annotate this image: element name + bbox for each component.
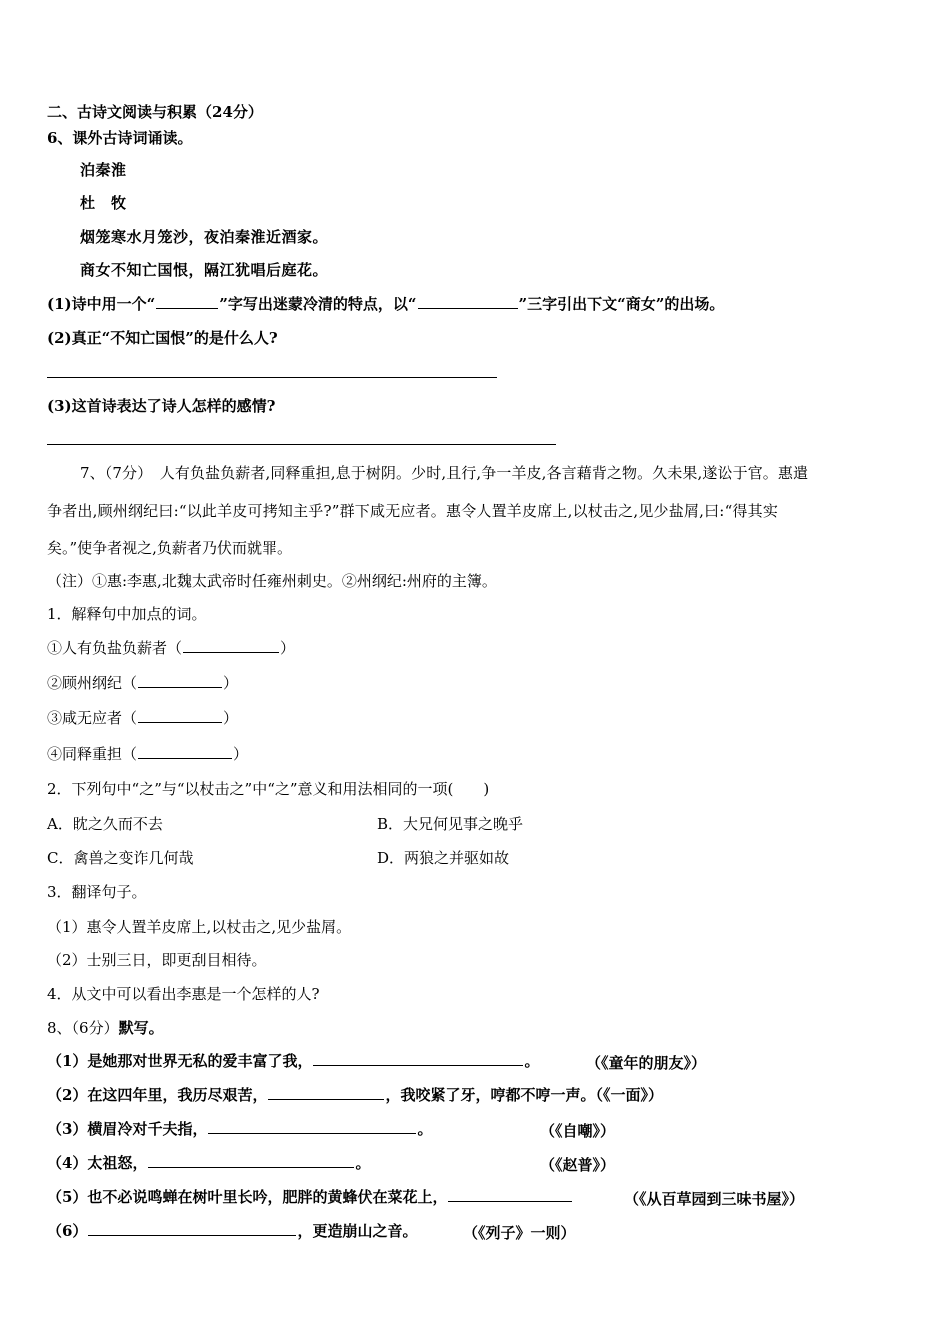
q8-line-2-rest: ，我咬紧了牙，哼都不哼一声。（《一面》）: [385, 1086, 663, 1104]
q7-sub1-item-4-blank[interactable]: [138, 757, 232, 759]
q7-sub1-item-3-close: ）: [223, 709, 239, 727]
q6-sub1-text-b: ”字写出迷蒙冷清的特点，以“: [219, 295, 417, 313]
q8-line-5-blank[interactable]: [448, 1200, 572, 1202]
poem-title: 泊秦淮: [80, 161, 127, 179]
q8-line-6-blank[interactable]: [88, 1234, 296, 1236]
q7-sub1: 1．解释句中加点的词。: [47, 605, 207, 623]
section-title: 二、古诗文阅读与积累（24分）: [47, 103, 263, 121]
q7-option-d[interactable]: D．两狼之并驱如故: [377, 849, 510, 867]
q7-sub1-item-1-blank[interactable]: [183, 651, 279, 653]
q8-line-3-blank[interactable]: [208, 1132, 416, 1134]
q8-line-6-rest: ，更造崩山之音。: [297, 1222, 418, 1240]
poem-line-1: 烟笼寒水月笼沙，夜泊秦淮近酒家。: [80, 228, 329, 246]
q7-sub1-item-3-blank[interactable]: [138, 721, 222, 723]
q6-sub2: (2)真正“不知亡国恨”的是什么人?: [47, 329, 278, 347]
q7-sub1-item-2-close: ）: [223, 674, 239, 692]
q7-passage-line-2: 争者出,顾州纲纪曰:“以此羊皮可拷知主乎?”群下咸无应者。惠令人置羊皮席上,以杖击之,见少盐屑,曰:“得其实: [47, 502, 779, 520]
q7-sub1-item-1-text: ①人有负盐负薪者（: [47, 639, 183, 657]
q7-sub4: 4．从文中可以看出李惠是一个怎样的人?: [47, 985, 320, 1003]
q7-sub1-item-2-text: ②顾州纲纪（: [47, 674, 138, 692]
q8-line-4-blank[interactable]: [148, 1166, 354, 1168]
q6-sub1-text-a: (1)诗中用一个“: [47, 295, 156, 313]
q7-sub1-item-2-blank[interactable]: [138, 686, 222, 688]
q8-line-4-end: 。: [355, 1154, 371, 1172]
q7-sub1-item-1: [47, 639, 295, 657]
q8-line-6-source: （《列子》一则）: [463, 1224, 576, 1242]
q7-sub3-item-1: （1）惠令人置羊皮席上,以杖击之,见少盐屑。: [47, 918, 352, 936]
q7-sub1-item-4: [47, 745, 248, 763]
q6-sub2-answer-line[interactable]: [47, 377, 497, 378]
q8-line-1-source: （《童年的朋友》）: [586, 1054, 707, 1072]
q8-line-3-source: （《自嘲》）: [540, 1122, 616, 1140]
poem-author: 杜 牧: [80, 194, 127, 212]
q6-sub1-text-c: ”三字引出下文“商女”的出场。: [518, 295, 725, 313]
q6-sub3-answer-line[interactable]: [47, 444, 556, 445]
q8-line-2-text: （2）在这四年里，我历尽艰苦，: [47, 1086, 268, 1104]
q7-note: （注）①惠:李惠,北魏太武帝时任雍州刺史。②州纲纪:州府的主簿。: [47, 572, 497, 590]
q7-sub3-item-2: （2）士别三日，即更刮目相待。: [47, 951, 267, 969]
question-8-heading: [47, 1019, 164, 1037]
q7-sub1-item-1-close: ）: [280, 639, 296, 657]
q6-sub1-blank-2[interactable]: [418, 307, 518, 309]
q7-option-c[interactable]: C．禽兽之变诈几何哉: [47, 849, 194, 867]
q7-sub1-item-3: [47, 709, 238, 727]
q7-sub2: 2．下列句中“之”与“以杖击之”中“之”意义和用法相同的一项( ): [47, 780, 490, 798]
q7-sub3: 3．翻译句子。: [47, 883, 147, 901]
q6-sub1-blank-1[interactable]: [156, 307, 218, 309]
q7-sub1-item-2: [47, 674, 238, 692]
q8-line-2: [47, 1086, 663, 1104]
q7-passage-line-1: 7、（7分） 人有负盐负薪者,同释重担,息于树阴。少时,且行,争一羊皮,各言藉背之物。久未果,遂讼于官。惠遣: [80, 464, 809, 482]
q8-line-1-blank[interactable]: [313, 1064, 523, 1066]
q8-line-4-source: （《赵普》）: [540, 1156, 616, 1174]
q6-sub1: [47, 295, 724, 313]
q7-sub1-item-3-text: ③咸无应者（: [47, 709, 138, 727]
q8-line-6-text: （6）: [47, 1222, 88, 1240]
q7-passage-line-3: 矣。”使争者视之,负薪者乃伏而就罪。: [47, 539, 292, 557]
poem-line-2: 商女不知亡国恨，隔江犹唱后庭花。: [80, 261, 329, 279]
q8-line-6: [47, 1222, 417, 1240]
q8-line-1: [47, 1052, 539, 1070]
q8-line-1-text: （1）是她那对世界无私的爱丰富了我，: [47, 1052, 313, 1070]
q7-sub1-item-4-text: ④同释重担（: [47, 745, 138, 763]
q8-line-5-text: （5）也不必说鸣蝉在树叶里长吟，肥胖的黄蜂伏在菜花上，: [47, 1188, 448, 1206]
q8-line-3-text: （3）横眉冷对千夫指，: [47, 1120, 208, 1138]
q8-line-3: [47, 1120, 432, 1138]
q8-line-5: [47, 1188, 573, 1206]
q7-option-a[interactable]: A．眈之久而不去: [47, 815, 163, 833]
q8-line-4: [47, 1154, 370, 1172]
q8-instruction: 默写。: [118, 1019, 164, 1037]
q8-line-4-text: （4）太祖怒，: [47, 1154, 148, 1172]
q8-line-1-end: 。: [524, 1052, 540, 1070]
q8-line-2-blank[interactable]: [268, 1098, 384, 1100]
q7-option-b[interactable]: B．大兄何见事之晚乎: [377, 815, 524, 833]
q8-line-5-source: （《从百草园到三味书屋》）: [624, 1190, 805, 1208]
q7-sub1-item-4-close: ）: [233, 745, 249, 763]
q8-score: 8、（6分）: [47, 1019, 119, 1037]
q8-line-3-end: 。: [417, 1120, 433, 1138]
q6-sub3: (3)这首诗表达了诗人怎样的感情?: [47, 397, 276, 415]
question-6-heading: 6、课外古诗词诵读。: [47, 129, 193, 147]
